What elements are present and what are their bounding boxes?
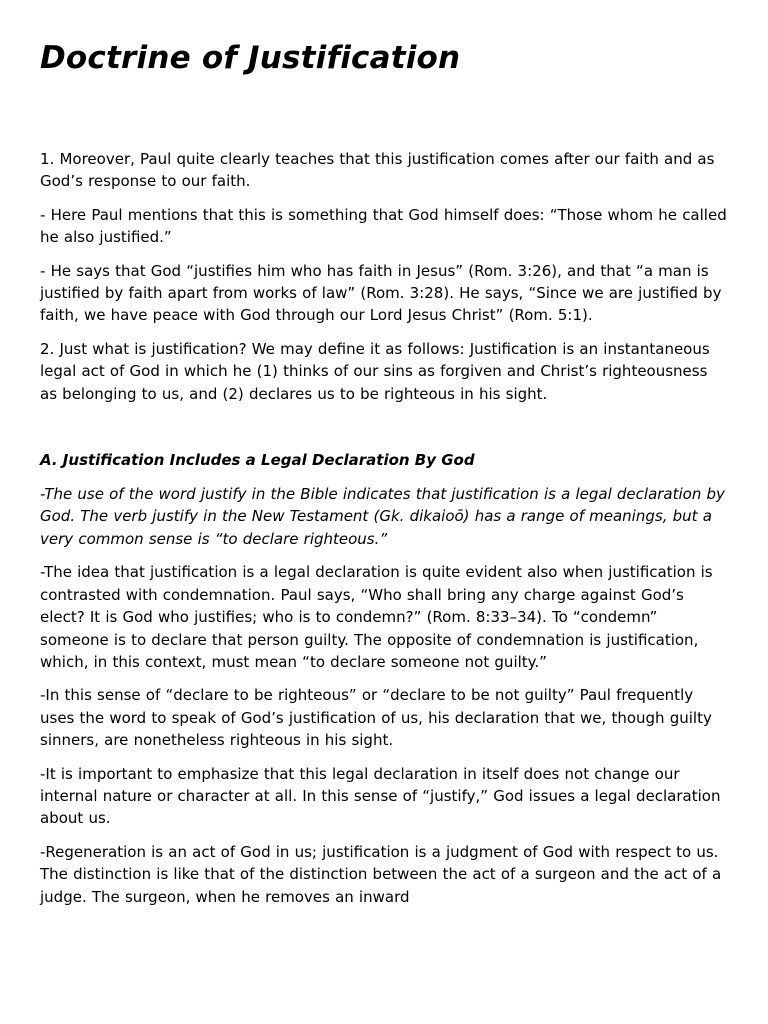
section-a-italic-paragraph: -The use of the word justify in the Bible indicates that justification is a legal declaration by God. The verb justify in the New Testament (Gk. dikaioō) has a range of meanings, but a very common sense is “to declare righteous.” bbox=[40, 485, 725, 548]
document-title: Doctrine of Justification bbox=[40, 40, 461, 76]
section-a-paragraph-4: -Regeneration is an act of God in us; justification is a judgment of God with respect to us. The distinction is like that of the distinction between the act of a surgeon and the act of a judge. The surgeon, when he removes an inward bbox=[40, 842, 722, 906]
section-a-paragraph-1: -The idea that justification is a legal declaration is quite evident also when justification is contrasted with condemnation. Paul says, “Who shall bring any charge against God’s elect? It is God who justifies; who is to condemn?” (Rom. 8:33–34). To “condemn” someone is to declare that person guilty. The opposite of condemnation is justification, which, in this context, must mean “to declare someone not guilty.” bbox=[40, 563, 713, 671]
paragraph-4: 2. Just what is justification? We may define it as follows: Justification is an instantaneous legal act of God in which he (1) thinks of our sins as forgiven and Christ’s righteousness as belonging to us, and (2) declares us to be righteous in his sight. bbox=[40, 339, 710, 403]
section-a-paragraph-2: -In this sense of “declare to be righteous” or “declare to be not guilty” Paul frequently uses the word to speak of God’s justification of us, his declaration that we, though guilty sinners, are nonetheless righteous in his sight. bbox=[40, 686, 712, 750]
section-a-heading: A. Justification Includes a Legal Declaration By God bbox=[40, 451, 475, 470]
section-a-paragraph-3: -It is important to emphasize that this legal declaration in itself does not change our internal nature or character at all. In this sense of “justify,” God issues a legal declaration about us. bbox=[40, 764, 721, 828]
document-body bbox=[40, 148, 728, 908]
paragraph-1: 1. Moreover, Paul quite clearly teaches that this justification comes after our faith and as God’s response to our faith. bbox=[40, 150, 715, 191]
paragraph-3: - He says that God “justifies him who has faith in Jesus” (Rom. 3:26), and that “a man is justified by faith apart from works of law” (Rom. 3:28). He says, “Since we are justified by faith, we have peace with God through our Lord Jesus Christ” (Rom. 5:1). bbox=[40, 261, 722, 325]
paragraph-2: - Here Paul mentions that this is something that God himself does: “Those whom he called he also justified.” bbox=[40, 205, 727, 247]
